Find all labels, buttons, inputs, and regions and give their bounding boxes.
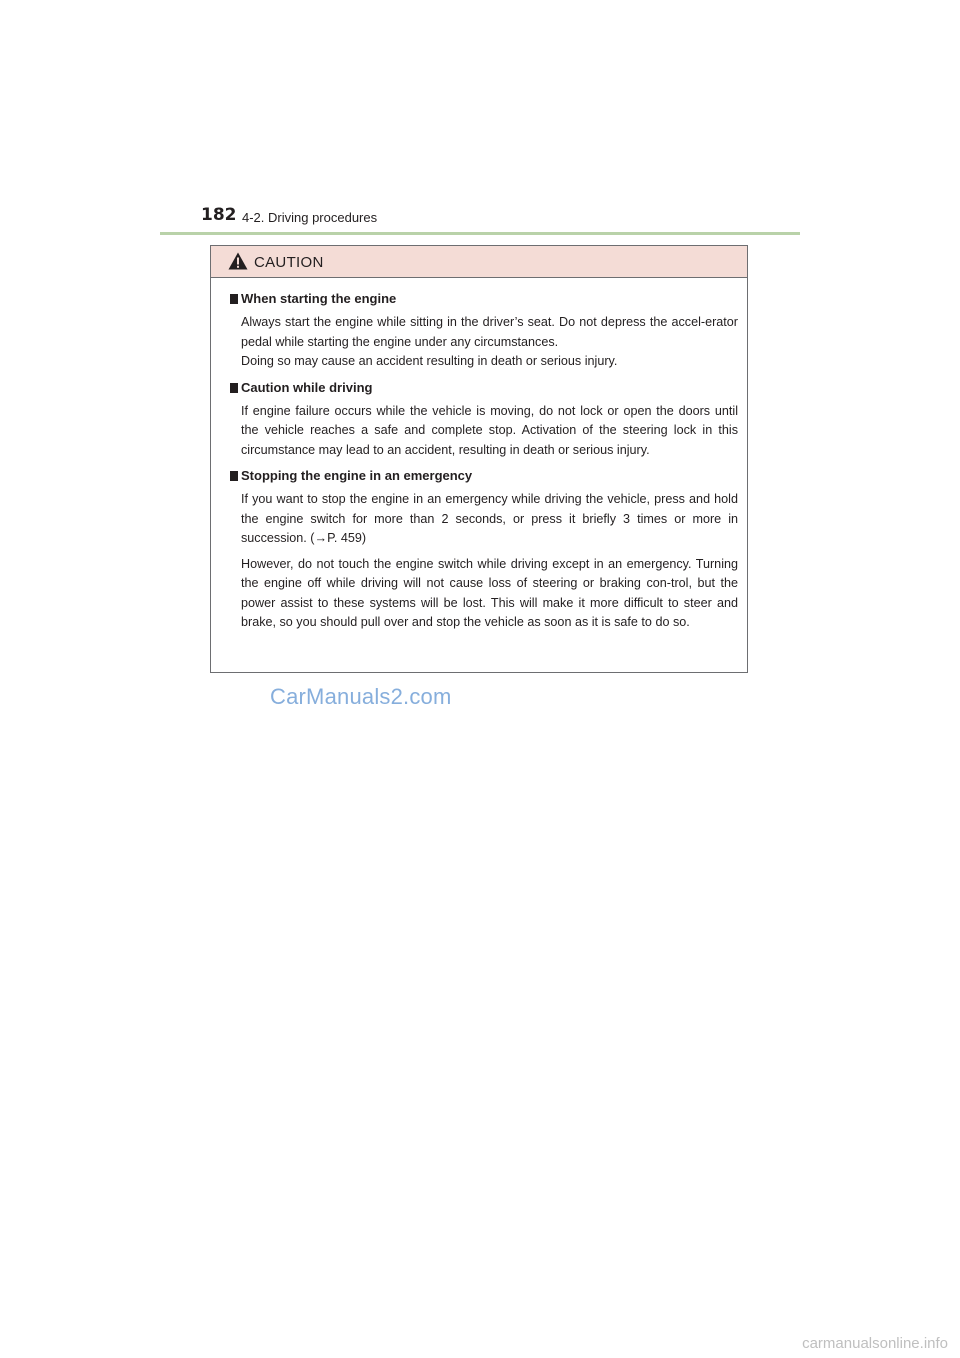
square-bullet-icon: [230, 294, 238, 304]
paragraph: Doing so may cause an accident resulting in death or serious injury.: [241, 354, 618, 368]
item-heading-text: Stopping the engine in an emergency: [241, 468, 473, 483]
item-heading: [230, 467, 738, 485]
paragraph: If engine failure occurs while the vehicle is moving, do not lock or open the doors until the vehicle reaches a safe and complete stop. Activation of the steering lock in this circumstance may lead to an accident, resulting in death or serious injury.: [241, 403, 738, 457]
square-bullet-icon: [230, 471, 238, 481]
caution-item-starting-engine: [230, 290, 738, 372]
square-bullet-icon: [230, 383, 238, 393]
section-title: 4-2. Driving procedures: [242, 210, 378, 225]
page-number: 182: [201, 205, 237, 225]
item-heading-text: Caution while driving: [241, 379, 373, 395]
caution-body: [211, 278, 747, 633]
caution-box: [210, 245, 748, 673]
caution-item-while-driving: [230, 379, 738, 461]
page-header: [160, 202, 800, 234]
paragraph: If you want to stop the engine in an emergency while driving the vehicle, press and hold the engine switch for more than 2 seconds, or press it briefly 3 times or more in succession. (→P. 459): [241, 492, 738, 545]
caution-label: CAUTION: [254, 254, 324, 271]
item-heading: [230, 290, 738, 308]
footer-watermark: carmanualsonline.info: [802, 1335, 948, 1352]
caution-header: [211, 246, 747, 278]
warning-triangle-icon: [228, 252, 248, 270]
paragraph: Always start the engine while sitting in the driver’s seat. Do not depress the accel-erator pedal while starting the engine under any circumstances.: [241, 315, 738, 349]
watermark-link[interactable]: CarManuals2.com: [270, 684, 452, 709]
caution-item-emergency-stop: [230, 467, 738, 633]
paragraph: However, do not touch the engine switch while driving except in an emergency. Turning the engine off while driving will not cause loss of steering or braking con-trol, but the power assist to these systems will be lost. This will make it more difficult to steer and brake, so you should pull over and stop the vehicle as soon as it is safe to do so.: [241, 556, 738, 629]
item-heading-text: When starting the engine: [241, 291, 397, 306]
header-rule: [160, 232, 800, 235]
item-heading: [230, 379, 738, 397]
